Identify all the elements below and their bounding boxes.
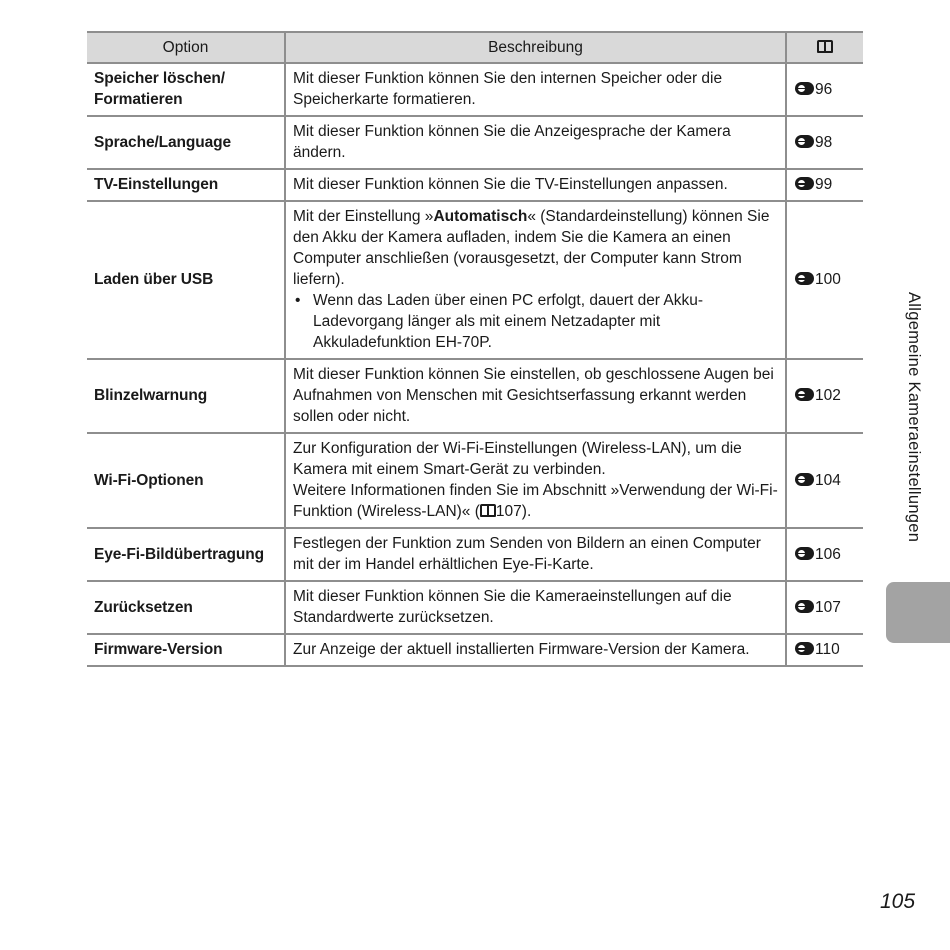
book-icon — [480, 504, 496, 517]
option-name: Laden über USB — [87, 201, 285, 359]
e-reference-icon — [795, 600, 814, 613]
table-row — [87, 581, 863, 634]
table-row — [87, 116, 863, 169]
table-row — [87, 634, 863, 666]
e-reference-icon — [795, 473, 814, 486]
option-description: Mit dieser Funktion können Sie die TV-Einstellungen anpassen. — [285, 169, 786, 201]
reference-cell — [786, 634, 863, 666]
table-row — [87, 433, 863, 528]
header-reference — [786, 32, 863, 63]
table-row — [87, 169, 863, 201]
reference-cell — [786, 581, 863, 634]
reference-page: 110 — [815, 641, 840, 658]
option-description: Mit dieser Funktion können Sie die Anzeigesprache der Kamera ändern. — [285, 116, 786, 169]
reference-page: 102 — [815, 387, 841, 404]
e-reference-icon — [795, 642, 814, 655]
section-side-label: Allgemeine Kameraeinstellungen — [905, 292, 923, 543]
description-paragraph: Weitere Informationen finden Sie im Abschnitt »Verwendung der Wi-Fi-Funktion (Wireless-LAN)« ( 107). — [293, 482, 778, 520]
reference-cell — [786, 433, 863, 528]
bullet-note: • Wenn das Laden über einen PC erfolgt, dauert der Akku-Ladevorgang länger als mit einem Netzadapter mit Akkuladefunktion EH-70P. — [295, 292, 704, 351]
reference-page: 104 — [815, 471, 841, 489]
e-reference-icon — [795, 82, 814, 95]
table-row — [87, 359, 863, 433]
page-reference: 107 — [495, 503, 522, 520]
option-name: Sprache/Language — [87, 116, 285, 169]
section-tab-marker — [886, 582, 950, 643]
option-name: Eye-Fi-Bildübertragung — [87, 528, 285, 581]
settings-table — [87, 31, 863, 667]
header-option: Option — [87, 32, 285, 63]
reference-cell — [786, 359, 863, 433]
e-reference-icon — [795, 272, 814, 285]
description-paragraph: Zur Konfiguration der Wi-Fi-Einstellungen (Wireless-LAN), um die Kamera mit einem Smart-Gerät zu verbinden. — [293, 440, 742, 478]
e-reference-icon — [795, 547, 814, 560]
reference-page: 100 — [815, 271, 841, 288]
reference-page: 99 — [815, 176, 833, 193]
reference-cell — [786, 116, 863, 169]
page-number: 105 — [880, 890, 916, 913]
reference-page: 106 — [815, 545, 841, 563]
e-reference-icon — [795, 388, 814, 401]
option-name: Speicher löschen/ Formatieren — [87, 63, 285, 116]
book-icon — [817, 40, 833, 53]
table-row — [87, 528, 863, 581]
e-reference-icon — [795, 135, 814, 148]
option-name: Zurücksetzen — [87, 581, 285, 634]
reference-cell — [786, 169, 863, 201]
setting-value-emphasis: Automatisch — [433, 208, 528, 225]
reference-page: 107 — [815, 598, 841, 616]
option-description — [285, 201, 786, 359]
option-description: Festlegen der Funktion zum Senden von Bildern an einen Computer mit der im Handel erhältlichen Eye-Fi-Karte. — [285, 528, 786, 581]
reference-cell — [786, 201, 863, 359]
option-name: TV-Einstellungen — [87, 169, 285, 201]
reference-cell — [786, 528, 863, 581]
description-paragraph: Mit der Einstellung »Automatisch« (Standardeinstellung) können Sie den Akku der Kamera aufladen, indem Sie die Kamera an einen Computer anschließen (vorausgesetzt, der Computer kann Strom liefern). — [293, 208, 770, 288]
option-name: Blinzelwarnung — [87, 359, 285, 433]
option-description: Zur Anzeige der aktuell installierten Firmware-Version der Kamera. — [285, 634, 786, 666]
option-name: Wi-Fi-Optionen — [87, 433, 285, 528]
e-reference-icon — [795, 177, 814, 190]
option-description: Mit dieser Funktion können Sie den internen Speicher oder die Speicherkarte formatieren. — [285, 63, 786, 116]
table-row — [87, 63, 863, 116]
option-name: Firmware-Version — [87, 634, 285, 666]
table-header-row — [87, 32, 863, 63]
header-description: Beschreibung — [285, 32, 786, 63]
bullet-dot: • — [295, 292, 301, 309]
reference-cell — [786, 63, 863, 116]
option-description — [285, 433, 786, 528]
table-row — [87, 201, 863, 359]
option-description: Mit dieser Funktion können Sie die Kameraeinstellungen auf die Standardwerte zurücksetzen. — [285, 581, 786, 634]
reference-page: 96 — [815, 80, 833, 98]
option-description: Mit dieser Funktion können Sie einstellen, ob geschlossene Augen bei Aufnahmen von Menschen mit Gesichtserfassung erkannt werden sollen oder nicht. — [285, 359, 786, 433]
reference-page: 98 — [815, 133, 833, 151]
